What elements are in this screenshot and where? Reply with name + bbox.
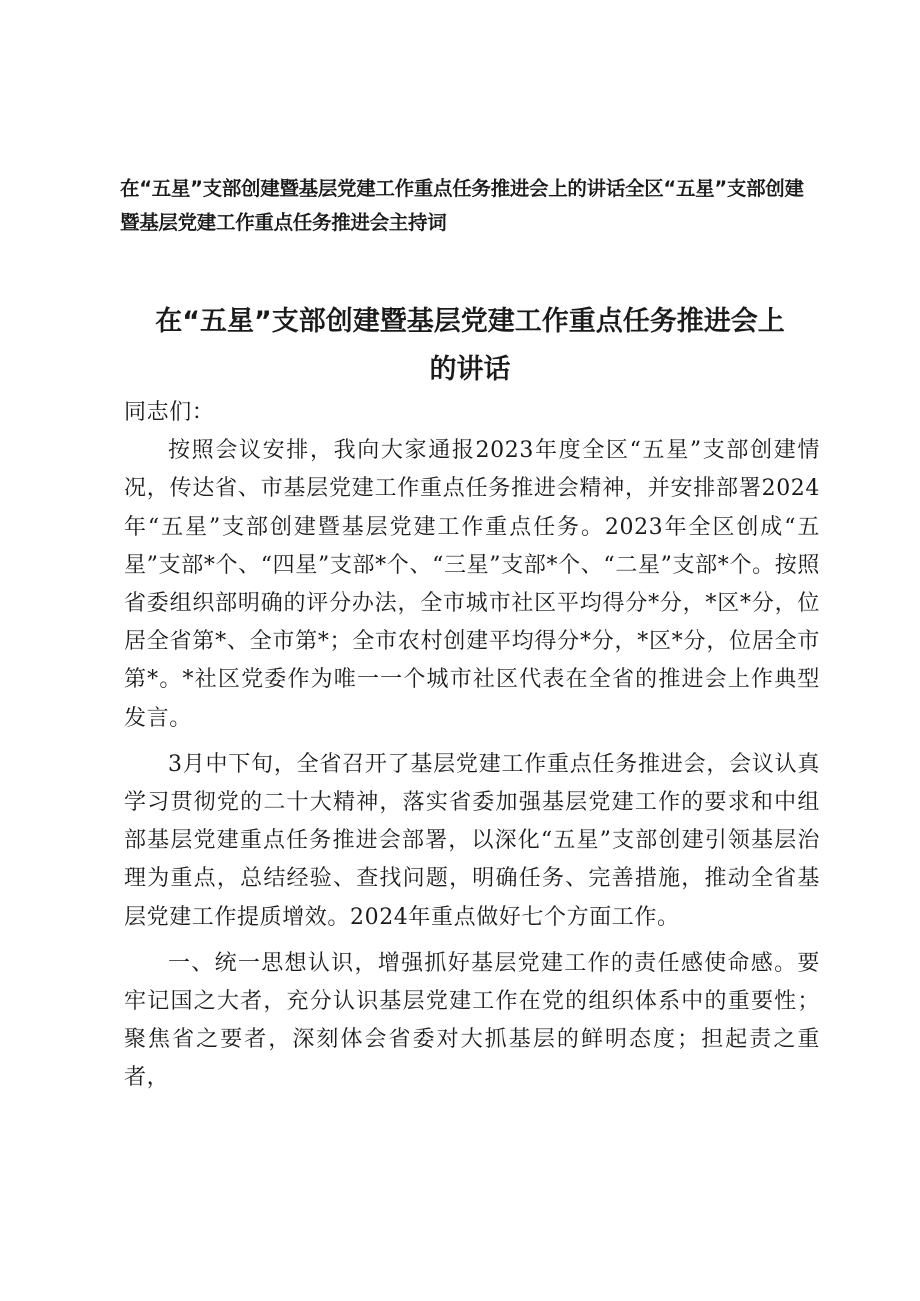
speech-title-line-2: 的讲话 [429, 354, 511, 385]
salutation: 同志们： [124, 400, 215, 425]
speech-title-line-1: 在“五星”支部创建暨基层党建工作重点任务推进会上 [155, 306, 785, 337]
paragraph-3: 一、统一思想认识，增强抓好基层党建工作的责任感使命感。要牢记国之大者，充分认识基层党建工作在党的组织体系中的重要性；聚焦省之要者，深刻体会省委对大抓基层的鲜明态度；担起责之重者， [124, 950, 820, 1091]
paragraph-2: 3月中下旬，全省召开了基层党建工作重点任务推进会，会议认真学习贯彻党的二十大精神，落实省委加强基层党建工作的要求和中组部基层党建重点任务推进会部署，以深化“五星”支部创建引领基层治理为重点，总结经验、查找问题，明确任务、完善措施，推动全省基层党建工作提质增效。2024年重点做好七个方面工作。 [124, 751, 820, 930]
speech-body [124, 394, 820, 1106]
paragraph-1: 按照会议安排，我向大家通报2023年度全区“五星”支部创建情况，传达省、市基层党建工作重点任务推进会精神，并安排部署2024年“五星”支部创建暨基层党建工作重点任务。2023年全区创成“五星”支部*个、“四星”支部*个、“三星”支部*个、“二星”支部*个。按照省委组织部明确的评分办法，全市城市社区平均得分*分，*区*分，位居全省第*、全市第*；全市农村创建平均得分*分，*区*分，位居全市第*。*社区党委作为唯一一个城市社区代表在全省的推进会上作典型发言。 [124, 438, 820, 731]
speech-title [120, 298, 820, 394]
document-header: 在“五星”支部创建暨基层党建工作重点任务推进会上的讲话全区“五星”支部创建暨基层党建工作重点任务推进会主持词 [120, 177, 804, 234]
